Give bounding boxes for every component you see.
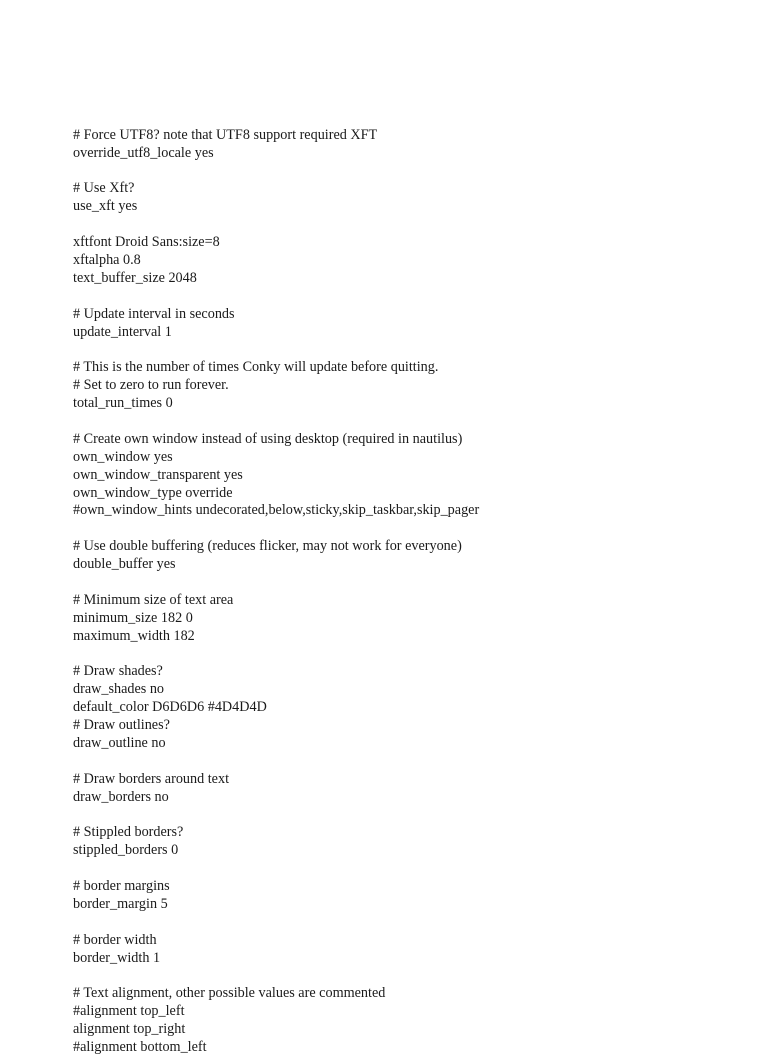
- config-line: border_margin 5: [73, 896, 168, 913]
- config-line: draw_outline no: [73, 735, 166, 751]
- comment-line: # Text alignment, other possible values are commented: [73, 985, 386, 1002]
- config-line: xftalpha 0.8: [73, 251, 141, 268]
- config-line: border_width 1: [73, 949, 161, 966]
- blank-line: [73, 520, 753, 538]
- config-line: alignment top_right: [73, 1021, 186, 1038]
- blank-line: [73, 341, 753, 359]
- config-line: minimum_size 182 0: [73, 609, 193, 626]
- config-line: override_utf8_locale yes: [73, 144, 214, 161]
- config-line: own_window_transparent yes: [73, 466, 243, 483]
- config-line: own_window yes: [73, 448, 173, 465]
- blank-line: [73, 753, 753, 771]
- comment-line: # Minimum size of text area: [73, 591, 234, 608]
- config-line: update_interval 1: [73, 323, 172, 340]
- config-line: use_xft yes: [73, 198, 138, 215]
- comment-line: # Set to zero to run forever.: [73, 377, 229, 394]
- comment-line: # This is the number of times Conky will update before quitting.: [73, 359, 439, 376]
- config-line: draw_borders no: [73, 788, 169, 805]
- comment-line: #alignment top_left: [73, 1003, 185, 1020]
- comment-line: # Update interval in seconds: [73, 305, 235, 322]
- comment-line: # Create own window instead of using desktop (required in nautilus): [73, 430, 463, 447]
- comment-line: # Draw borders around text: [73, 770, 230, 787]
- config-line: xftfont Droid Sans:size=8: [73, 234, 220, 251]
- blank-line: [73, 860, 753, 878]
- config-line: text_buffer_size 2048: [73, 269, 197, 286]
- config-text-body: [73, 73, 753, 1057]
- comment-line: #own_window_hints undecorated,below,sticky,skip_taskbar,skip_pager: [73, 502, 480, 519]
- blank-line: [73, 216, 753, 234]
- comment-line: # Use double buffering (reduces flicker, may not work for everyone): [73, 538, 462, 555]
- blank-line: [73, 574, 753, 592]
- blank-line: [73, 807, 753, 825]
- comment-line: # border margins: [73, 878, 170, 895]
- blank-line: [73, 163, 753, 181]
- comment-line: #alignment bottom_left: [73, 1039, 207, 1056]
- comment-line: # Force UTF8? note that UTF8 support required XFT: [73, 126, 378, 143]
- comment-line: # Use Xft?: [73, 180, 135, 197]
- blank-line: [73, 646, 753, 664]
- blank-line: [73, 968, 753, 986]
- blank-line: [73, 914, 753, 932]
- blank-line: [73, 413, 753, 431]
- config-line: stippled_borders 0: [73, 842, 179, 859]
- comment-line: # Draw outlines?: [73, 717, 170, 734]
- comment-line: # border width: [73, 931, 157, 948]
- config-line: own_window_type override: [73, 484, 233, 501]
- config-line: double_buffer yes: [73, 556, 176, 573]
- config-line: default_color D6D6D6 #4D4D4D: [73, 699, 267, 716]
- blank-line: [73, 288, 753, 306]
- config-line: total_run_times 0: [73, 395, 173, 412]
- comment-line: # Draw shades?: [73, 663, 163, 680]
- comment-line: # Stippled borders?: [73, 824, 184, 841]
- config-line: draw_shades no: [73, 681, 165, 698]
- config-line: maximum_width 182: [73, 627, 195, 644]
